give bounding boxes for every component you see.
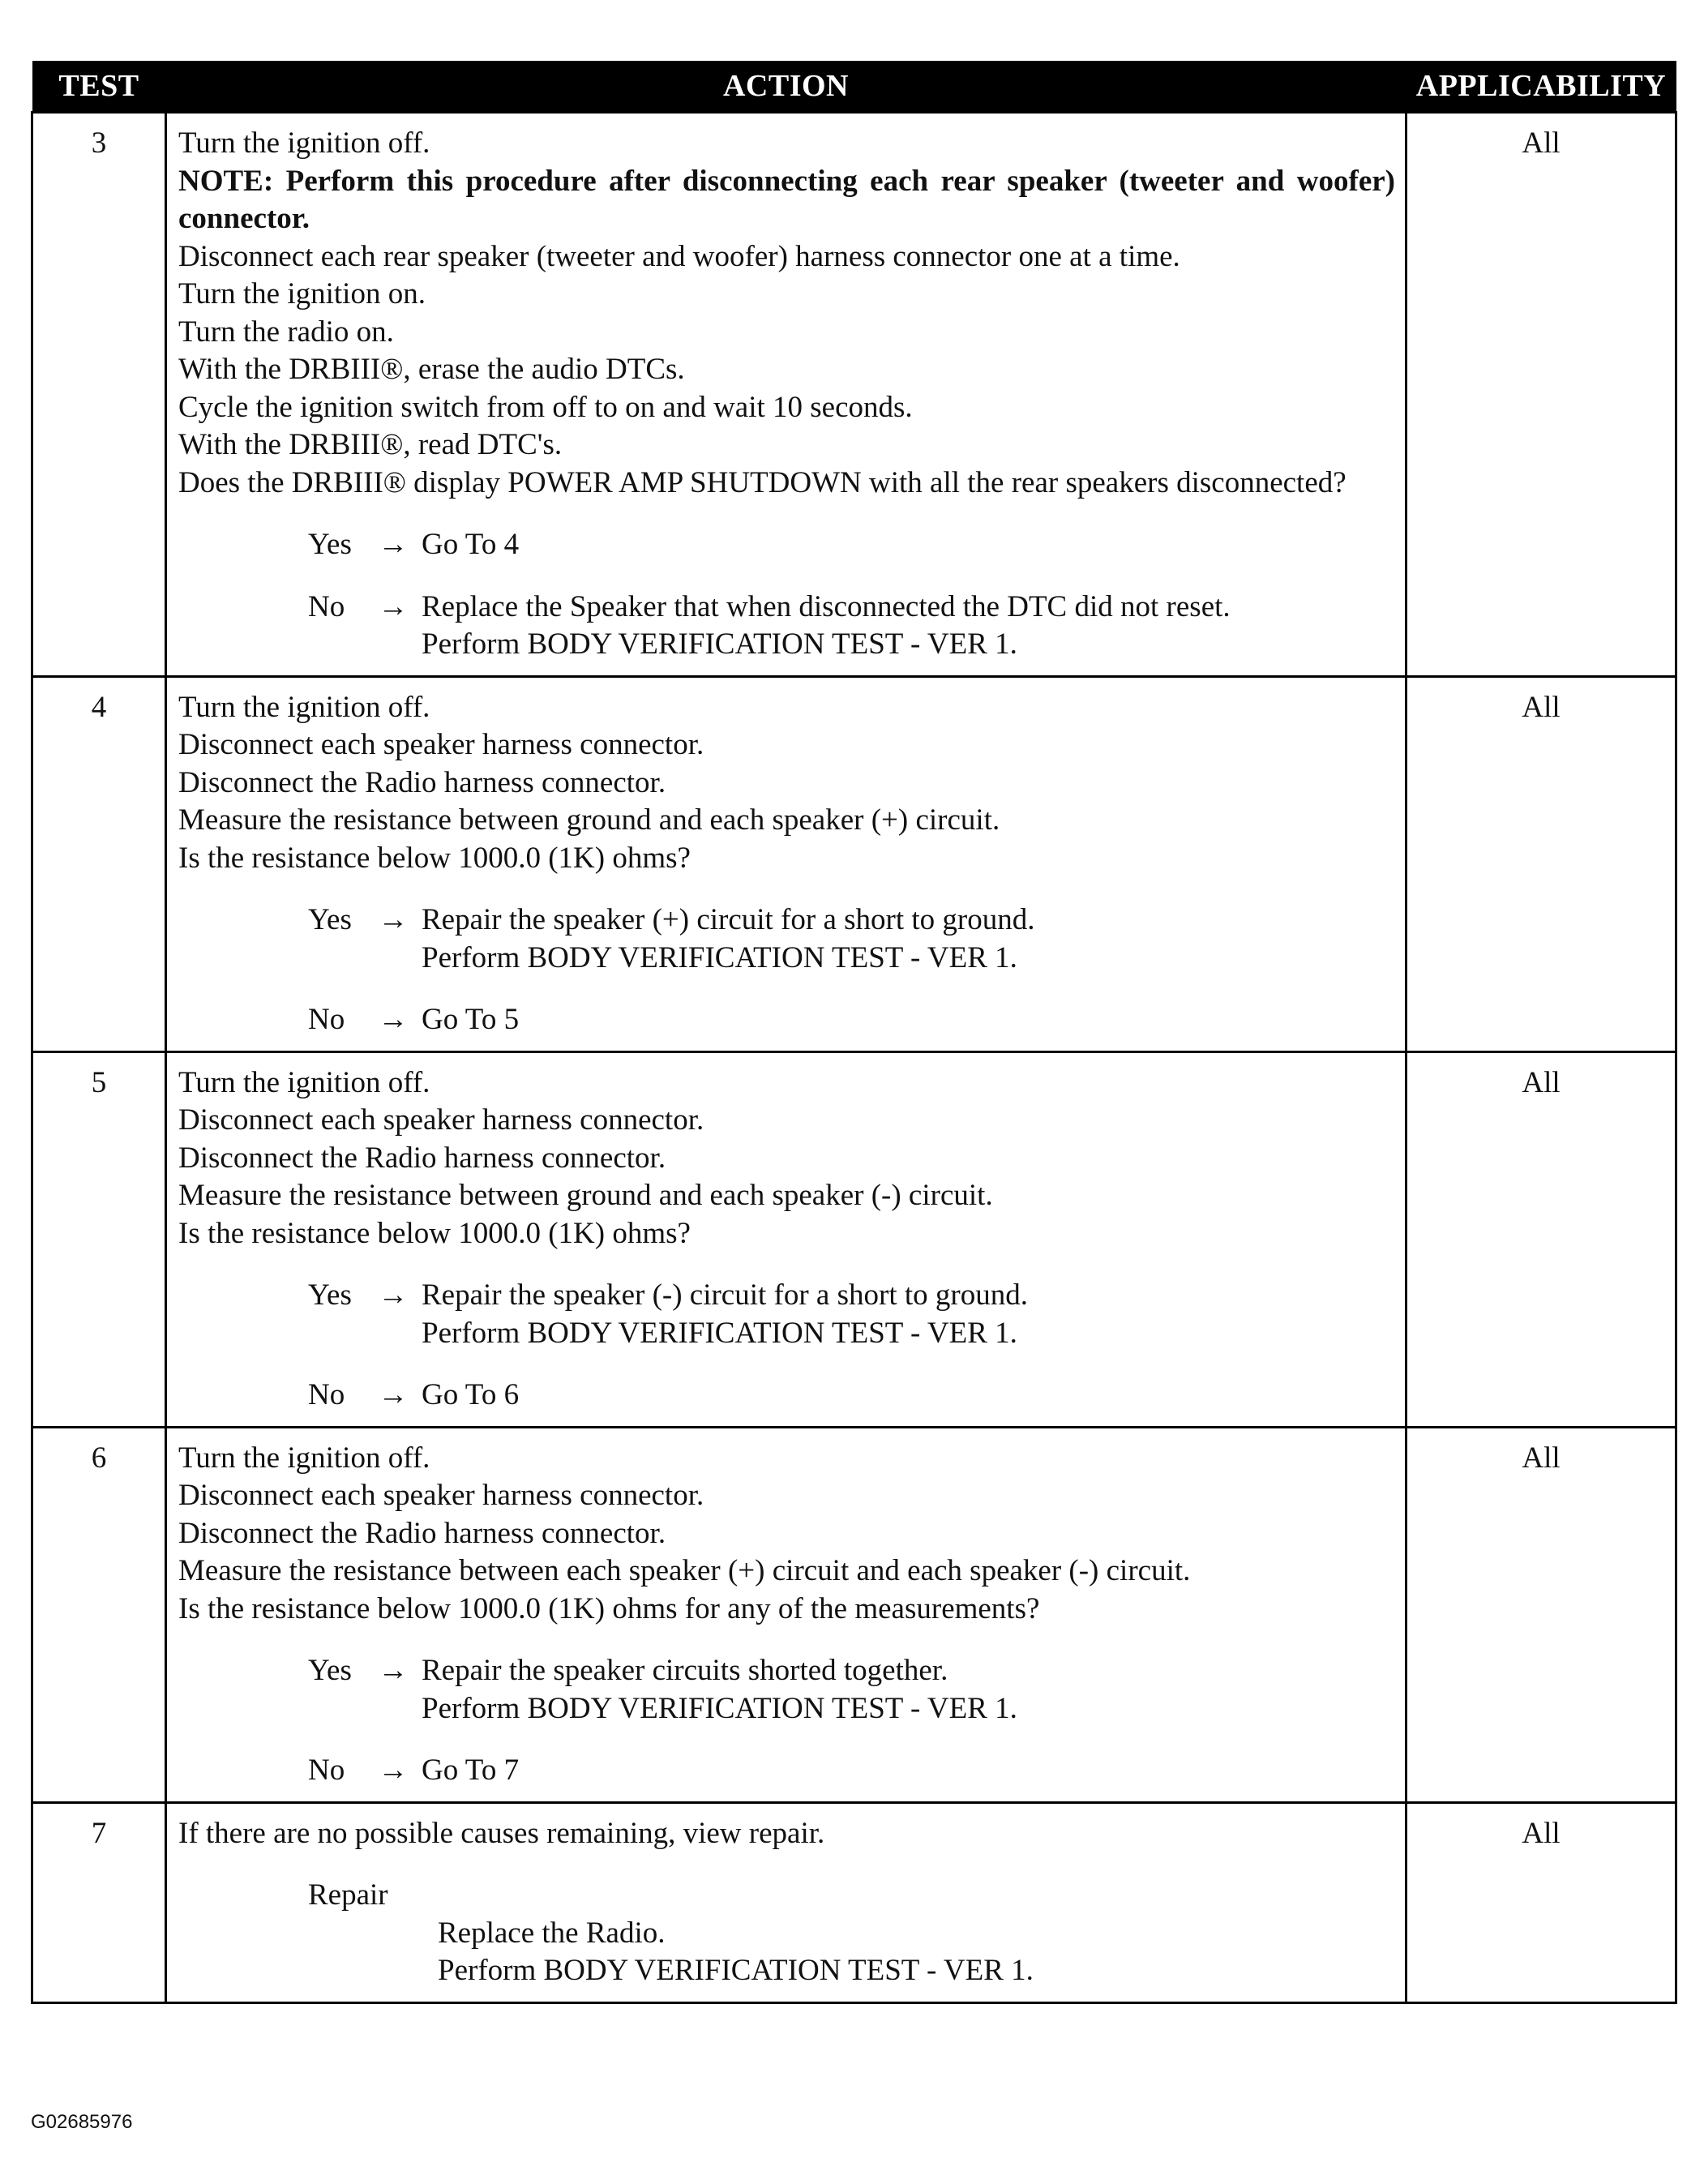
no-label: No	[308, 1003, 345, 1036]
action-step: Disconnect each speaker harness connector.	[178, 728, 704, 761]
action-cell	[166, 676, 1406, 1051]
action-cell	[166, 1802, 1406, 2002]
action-step: Disconnect the Radio harness connector.	[178, 1141, 666, 1175]
repair-label: Repair	[308, 1878, 388, 1912]
yes-result: Go To 4	[422, 528, 520, 561]
action-step: Disconnect the Radio harness connector.	[178, 765, 666, 799]
table-row	[32, 1427, 1676, 1802]
yes-result-line: Perform BODY VERIFICATION TEST - VER 1.	[422, 1691, 1017, 1725]
no-result: Go To 7	[422, 1754, 520, 1787]
action-step: With the DRBIII®, erase the audio DTCs.	[178, 353, 685, 386]
action-step: Measure the resistance between ground and each speaker (+) circuit.	[178, 803, 1000, 837]
test-number: 4	[32, 676, 166, 1051]
yes-branch	[308, 1277, 1395, 1352]
no-branch	[308, 1001, 1395, 1039]
applicability-value: All	[1406, 676, 1676, 1051]
diagnostic-table-container	[31, 61, 1675, 2004]
table-row	[32, 113, 1676, 677]
action-step: Measure the resistance between ground and each speaker (-) circuit.	[178, 1179, 993, 1212]
header-test: TEST	[32, 61, 166, 113]
action-step: Disconnect each speaker harness connector.	[178, 1103, 704, 1137]
yes-label: Yes	[308, 903, 352, 936]
action-question: Is the resistance below 1000.0 (1K) ohms?	[178, 841, 691, 875]
action-cell	[166, 113, 1406, 677]
no-label: No	[308, 1378, 345, 1411]
no-branch	[308, 1377, 1395, 1415]
action-step: With the DRBIII®, read DTC's.	[178, 428, 563, 461]
action-step: Turn the radio on.	[178, 315, 394, 349]
yes-result-line: Perform BODY VERIFICATION TEST - VER 1.	[422, 940, 1017, 974]
arrow-icon: →	[378, 1003, 409, 1036]
arrow-icon: →	[378, 1378, 409, 1411]
action-question: Is the resistance below 1000.0 (1K) ohms for any of the measurements?	[178, 1591, 1040, 1625]
no-branch	[308, 1752, 1395, 1790]
arrow-icon: →	[378, 1278, 409, 1312]
yes-result-line: Repair the speaker (-) circuit for a short to ground.	[422, 1278, 1028, 1312]
yes-label: Yes	[308, 528, 352, 561]
repair-instructions	[438, 1915, 1395, 1990]
no-result-line: Perform BODY VERIFICATION TEST - VER 1.	[422, 627, 1017, 661]
yes-result	[422, 1277, 1395, 1352]
action-step: Disconnect each rear speaker (tweeter and woofer) harness connector one at a time.	[178, 239, 1180, 273]
action-step: Turn the ignition off.	[178, 1065, 430, 1099]
no-result: Go To 6	[422, 1378, 520, 1411]
table-row	[32, 1802, 1676, 2002]
yes-result-line: Repair the speaker (+) circuit for a short to ground.	[422, 903, 1035, 936]
figure-id: G02685976	[31, 2111, 133, 2133]
diagnostic-test-table	[31, 61, 1677, 2004]
arrow-icon: →	[378, 589, 409, 623]
applicability-value: All	[1406, 113, 1676, 677]
action-step: Cycle the ignition switch from off to on and wait 10 seconds.	[178, 390, 913, 424]
action-step: Turn the ignition on.	[178, 277, 426, 310]
action-step: Disconnect the Radio harness connector.	[178, 1516, 666, 1550]
repair-line: Perform BODY VERIFICATION TEST - VER 1.	[438, 1954, 1034, 1987]
action-cell	[166, 1427, 1406, 1802]
action-cell	[166, 1051, 1406, 1427]
action-question: Is the resistance below 1000.0 (1K) ohms?	[178, 1216, 691, 1250]
table-header-row	[32, 61, 1676, 113]
applicability-value: All	[1406, 1427, 1676, 1802]
yes-branch	[308, 526, 1395, 564]
arrow-icon: →	[378, 528, 409, 561]
action-step: Measure the resistance between each speaker (+) circuit and each speaker (-) circuit.	[178, 1554, 1191, 1587]
no-result	[422, 589, 1395, 664]
yes-result-line: Perform BODY VERIFICATION TEST - VER 1.	[422, 1316, 1017, 1350]
no-result: Go To 5	[422, 1003, 520, 1036]
applicability-value: All	[1406, 1802, 1676, 2002]
no-result-line: Replace the Speaker that when disconnected the DTC did not reset.	[422, 589, 1231, 623]
yes-result-line: Repair the speaker circuits shorted together.	[422, 1654, 948, 1687]
table-row	[32, 676, 1676, 1051]
test-number: 3	[32, 113, 166, 677]
arrow-icon: →	[378, 1654, 409, 1687]
action-note: NOTE: Perform this procedure after disconnecting each rear speaker (tweeter and woofer) connector.	[178, 164, 1395, 235]
no-branch	[308, 589, 1395, 664]
action-step: If there are no possible causes remaining, view repair.	[178, 1816, 825, 1850]
action-question: Does the DRBIII® display POWER AMP SHUTDOWN with all the rear speakers disconnected?	[178, 465, 1347, 499]
action-step: Turn the ignition off.	[178, 690, 430, 724]
action-step: Disconnect each speaker harness connector.	[178, 1479, 704, 1512]
action-step: Turn the ignition off.	[178, 1441, 430, 1475]
yes-label: Yes	[308, 1278, 352, 1312]
yes-label: Yes	[308, 1654, 352, 1687]
yes-result	[422, 901, 1395, 977]
test-number: 7	[32, 1802, 166, 2002]
header-action: ACTION	[166, 61, 1406, 113]
repair-line: Replace the Radio.	[438, 1916, 666, 1950]
no-label: No	[308, 589, 345, 623]
no-label: No	[308, 1754, 345, 1787]
yes-result	[422, 1652, 1395, 1728]
yes-branch	[308, 901, 1395, 977]
arrow-icon: →	[378, 1754, 409, 1787]
header-applicability: APPLICABILITY	[1406, 61, 1676, 113]
action-step: Turn the ignition off.	[178, 126, 430, 160]
test-number: 5	[32, 1051, 166, 1427]
applicability-value: All	[1406, 1051, 1676, 1427]
test-number: 6	[32, 1427, 166, 1802]
table-row	[32, 1051, 1676, 1427]
yes-branch	[308, 1652, 1395, 1728]
arrow-icon: →	[378, 903, 409, 936]
